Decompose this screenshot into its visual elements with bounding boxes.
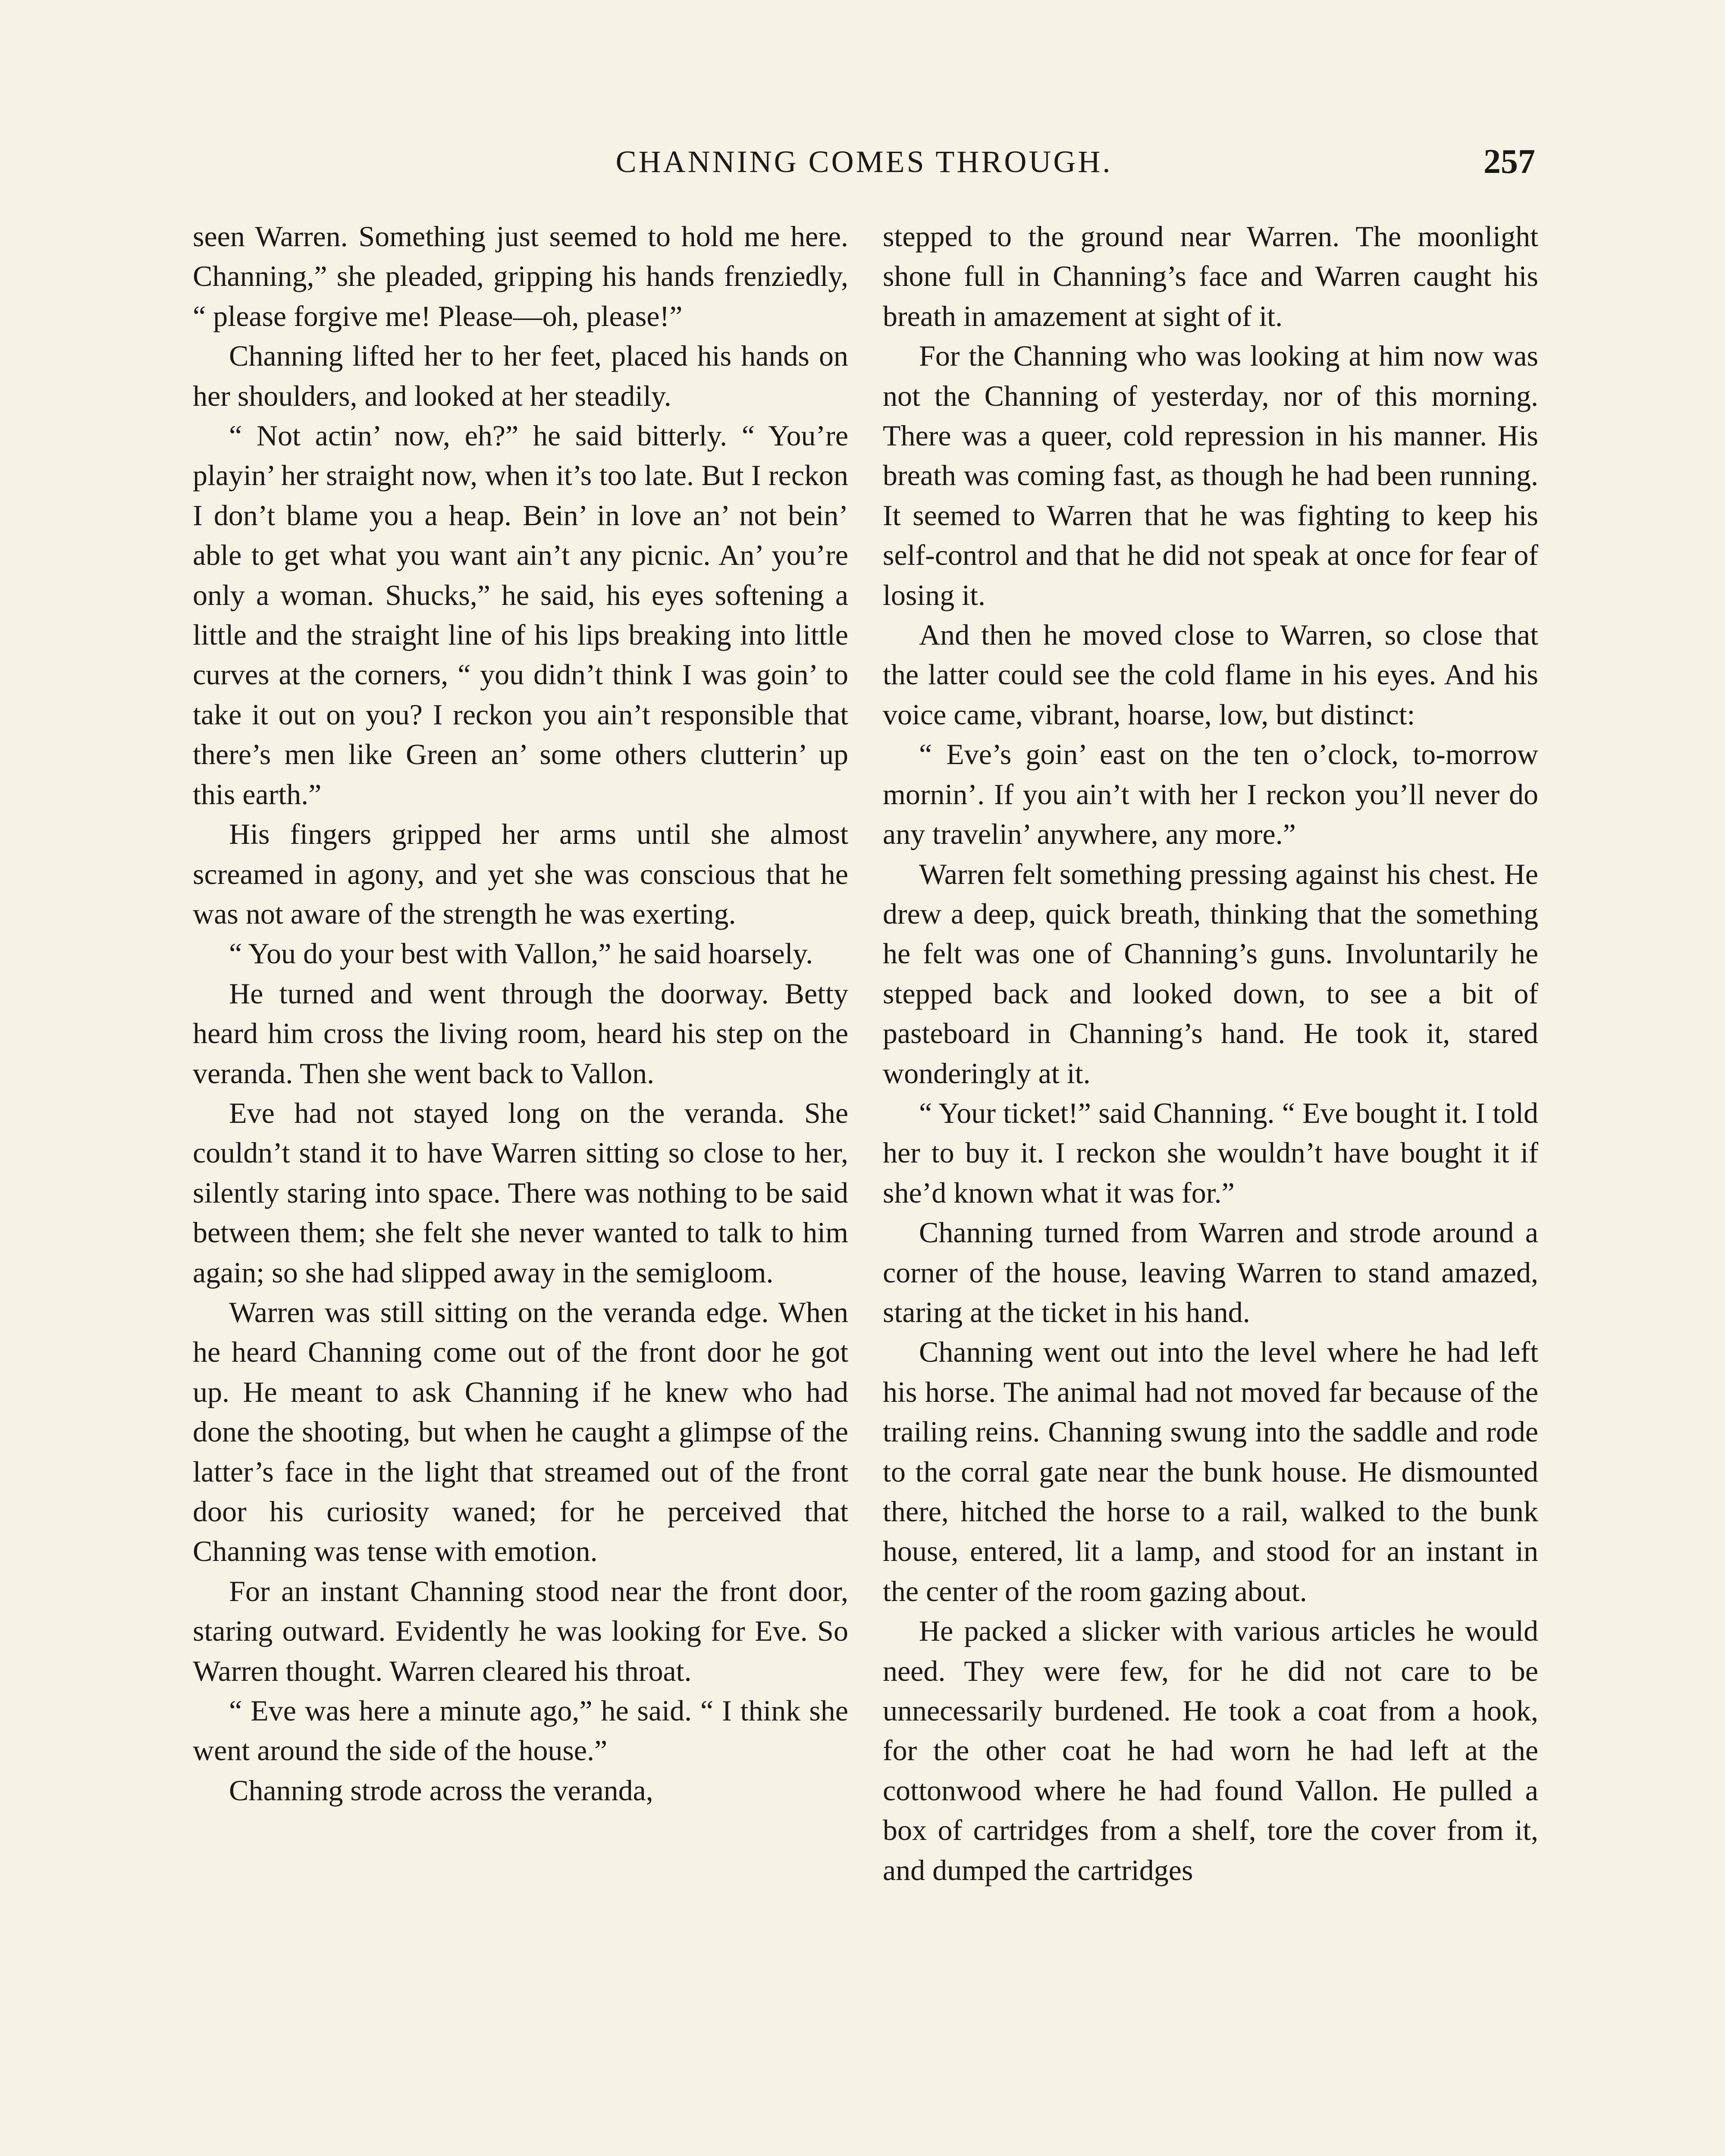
- paragraph: Channing went out into the level where he had left his horse. The animal had not moved far because of the trailing reins. Channing swung into the saddle and rode to the corral gate near the bunk house. He dismounted there, hitched the horse to a rail, walked to the bunk house, entered, lit a lamp, and stood for an instant in the center of the room gazing about.: [883, 1335, 1538, 1608]
- paragraph: For an instant Channing stood near the front door, staring outward. Evidently he was looking for Eve. So Warren thought. Warren cleared his throat.: [193, 1574, 848, 1687]
- page-number: 257: [1484, 143, 1535, 181]
- paragraph: He packed a slicker with various articles he would need. They were few, for he did not care to be unnecessarily burdened. He took a coat from a hook, for the other coat he had worn he had left at the cottonwood where he had found Vallon. He pulled a box of cartridges from a shelf, tore the cover from it, and dumped the cartridges: [883, 1614, 1538, 1887]
- page-header: [193, 138, 1535, 194]
- paragraph: Channing lifted her to her feet, placed his hands on her shoulders, and looked at her steadily.: [193, 339, 848, 412]
- paragraph: “ Your ticket!” said Channing. “ Eve bought it. I told her to buy it. I reckon she wouldn’t have bought it if she’d known what it was for.”: [883, 1096, 1538, 1209]
- paragraph: And then he moved close to Warren, so close that the latter could see the cold flame in his eyes. And his voice came, vibrant, hoarse, low, but distinct:: [883, 618, 1538, 731]
- right-text-column: [883, 216, 1538, 1890]
- paragraph: He turned and went through the doorway. Betty heard him cross the living room, heard his step on the veranda. Then she went back to Vallon.: [193, 977, 848, 1090]
- paragraph: “ You do your best with Vallon,” he said hoarsely.: [229, 937, 813, 970]
- paragraph: Channing turned from Warren and strode around a corner of the house, leaving Warren to stand amazed, staring at the ticket in his hand.: [883, 1216, 1538, 1329]
- paragraph: “ Eve’s goin’ east on the ten o’clock, to-morrow mornin’. If you ain’t with her I reckon you’ll never do any travelin’ anywhere, any more.”: [883, 738, 1538, 851]
- running-head: CHANNING COMES THROUGH.: [615, 144, 1113, 179]
- paragraph: Channing strode across the veranda,: [229, 1774, 653, 1807]
- left-text-column: [193, 216, 848, 1810]
- paragraph: For the Channing who was looking at him now was not the Channing of yesterday, nor of this morning. There was a queer, cold repression in his manner. His breath was coming fast, as though he had been running. It seemed to Warren that he was fighting to keep his self-control and that he did not speak at once for fear of losing it.: [883, 339, 1538, 611]
- paragraph: His fingers gripped her arms until she almost screamed in agony, and yet she was conscious that he was not aware of the strength he was exerting.: [193, 818, 848, 930]
- paragraph: seen Warren. Something just seemed to hold me here. Channing,” she pleaded, gripping his hands frenziedly, “ please forgive me! Please—oh, please!”: [193, 220, 848, 332]
- paragraph: Eve had not stayed long on the veranda. She couldn’t stand it to have Warren sitting so close to her, silently staring into space. There was nothing to be said between them; she felt she never wanted to talk to him again; so she had slipped away in the semigloom.: [193, 1096, 848, 1289]
- paragraph: “ Eve was here a minute ago,” he said. “ I think she went around the side of the house.”: [193, 1694, 848, 1767]
- paragraph: Warren was still sitting on the veranda edge. When he heard Channing come out of the front door he got up. He meant to ask Channing if he knew who had done the shooting, but when he caught a glimpse of the latter’s face in the light that streamed out of the front door his curiosity waned; for he perceived that Channing was tense with emotion.: [193, 1295, 848, 1568]
- paragraph: “ Not actin’ now, eh?” he said bitterly. “ You’re playin’ her straight now, when it’s too late. But I reckon I don’t blame you a heap. Bein’ in love an’ not bein’ able to get what you want ain’t any picnic. An’ you’re only a woman. Shucks,” he said, his eyes softening a little and the straight line of his lips breaking into little curves at the corners, “ you didn’t think I was goin’ to take it out on you? I reckon you ain’t responsible that there’s men like Green an’ some others clutterin’ up this earth.”: [193, 419, 848, 811]
- paragraph: Warren felt something pressing against his chest. He drew a deep, quick breath, thinking that the something he felt was one of Channing’s guns. Involuntarily he stepped back and looked down, to see a bit of pasteboard in Channing’s hand. He took it, stared wonderingly at it.: [883, 857, 1538, 1090]
- paragraph: stepped to the ground near Warren. The moonlight shone full in Channing’s face and Warren caught his breath in amazement at sight of it.: [883, 220, 1538, 332]
